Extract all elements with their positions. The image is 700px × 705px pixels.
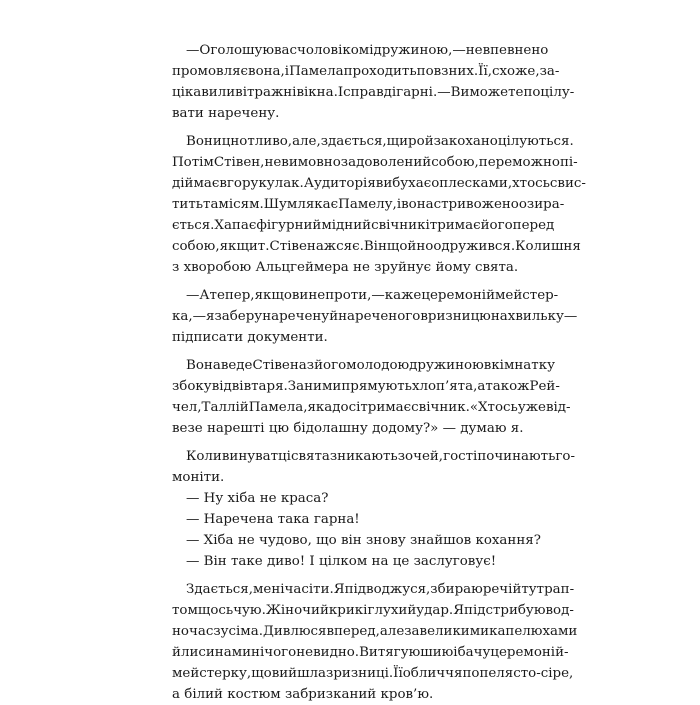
paragraph: [172, 551, 524, 572]
text-line: тить там і сям. Шум лякає Памелу, і вона стривожено озира-: [172, 197, 565, 212]
paragraph: [172, 530, 541, 551]
text-line: цікавили вітражні вікна. І справді гарні. — Ви можете поцілу-: [172, 85, 575, 100]
text-line: собою, як щит. Стівен аж сяє. Він щойно одружився. Колишня: [172, 239, 581, 254]
text-line: везе нарешті цю бідолашну додому?» — думаю я.: [172, 421, 524, 436]
paragraph: [172, 40, 575, 124]
paragraph: [172, 579, 578, 705]
text-line: а білий костюм забризканий кров’ю.: [172, 687, 434, 702]
text-line: чел, Таллі й Памела, яка досі тримає свічник. «Хтось уже від-: [172, 400, 571, 415]
text-line: ється. Хапає фігурний мідний свічник і тримає його перед: [172, 218, 555, 233]
text-line: ка, — я заберу наречену й нареченого в ризницю на хвильку —: [172, 309, 578, 324]
paragraph: [172, 285, 578, 348]
text-line: — Ну хіба не краса?: [186, 491, 329, 506]
text-line: Вони цнотливо, але, здається, щиро й закохано цілуються.: [186, 134, 574, 149]
text-line: Коли винуватці свята зникають з очей, гості починають го-: [186, 449, 575, 464]
text-line: мейстерку, що вийшла з ризниці. Її обличчя попелясто-сіре,: [172, 666, 574, 681]
text-line: — Хіба не чудово, що він знову знайшов кохання?: [186, 533, 541, 548]
paragraph-gap: [172, 572, 524, 579]
paragraph: [172, 446, 575, 488]
text-line: — Оголошую вас чоловіком і дружиною, — невпевнено: [186, 43, 549, 58]
paragraph: [172, 488, 524, 509]
text-line: Вона веде Стівена з його молодою дружиною в кімнатку: [186, 358, 555, 373]
text-line: — А тепер, якщо ви не проти, — каже церемоніймейстер-: [186, 288, 559, 303]
text-line: й лисинами нічого не видно. Витягую шию і бачу церемоній-: [172, 645, 569, 660]
paragraph-gap: [172, 348, 524, 355]
text-line: вати наречену.: [172, 106, 280, 121]
paragraph: [172, 509, 524, 530]
paragraph-gap: [172, 124, 524, 131]
paragraph-gap: [172, 278, 524, 285]
text-line: Здається, мені час іти. Я підводжуся, збираю речі й тут рап-: [186, 582, 575, 597]
text-line: том щось чую. Жіночий крик і глухий удар. Я підстрибую вод-: [172, 603, 574, 618]
paragraph-gap: [172, 439, 524, 446]
text-line: ночас з усіма. Дивлюся вперед, але за великими капелюхами: [172, 624, 578, 639]
text-line: підписати документи.: [172, 330, 328, 345]
text-line: діймає вгору кулак. Аудиторія вибухає оплесками, хтось свис-: [172, 176, 586, 191]
text-line: Потім Стівен, невимовно задоволений собою, переможно пі-: [172, 155, 578, 170]
body-text: [172, 40, 586, 705]
text-line: збоку від вівтаря. За ними прямують хлоп’ята, а також Рей-: [172, 379, 560, 394]
text-line: моніти.: [172, 470, 225, 485]
paragraph: [172, 131, 586, 278]
text-line: — Він таке диво! І цілком на це заслуговує!: [186, 554, 497, 569]
text-line: з хворобою Альцгеймера не зруйнує йому свята.: [172, 260, 519, 275]
text-line: промовляє вона, і Памела проходить повз них. Її, схоже, за-: [172, 64, 560, 79]
text-line: — Наречена така гарна!: [186, 512, 360, 527]
paragraph: [172, 355, 571, 439]
